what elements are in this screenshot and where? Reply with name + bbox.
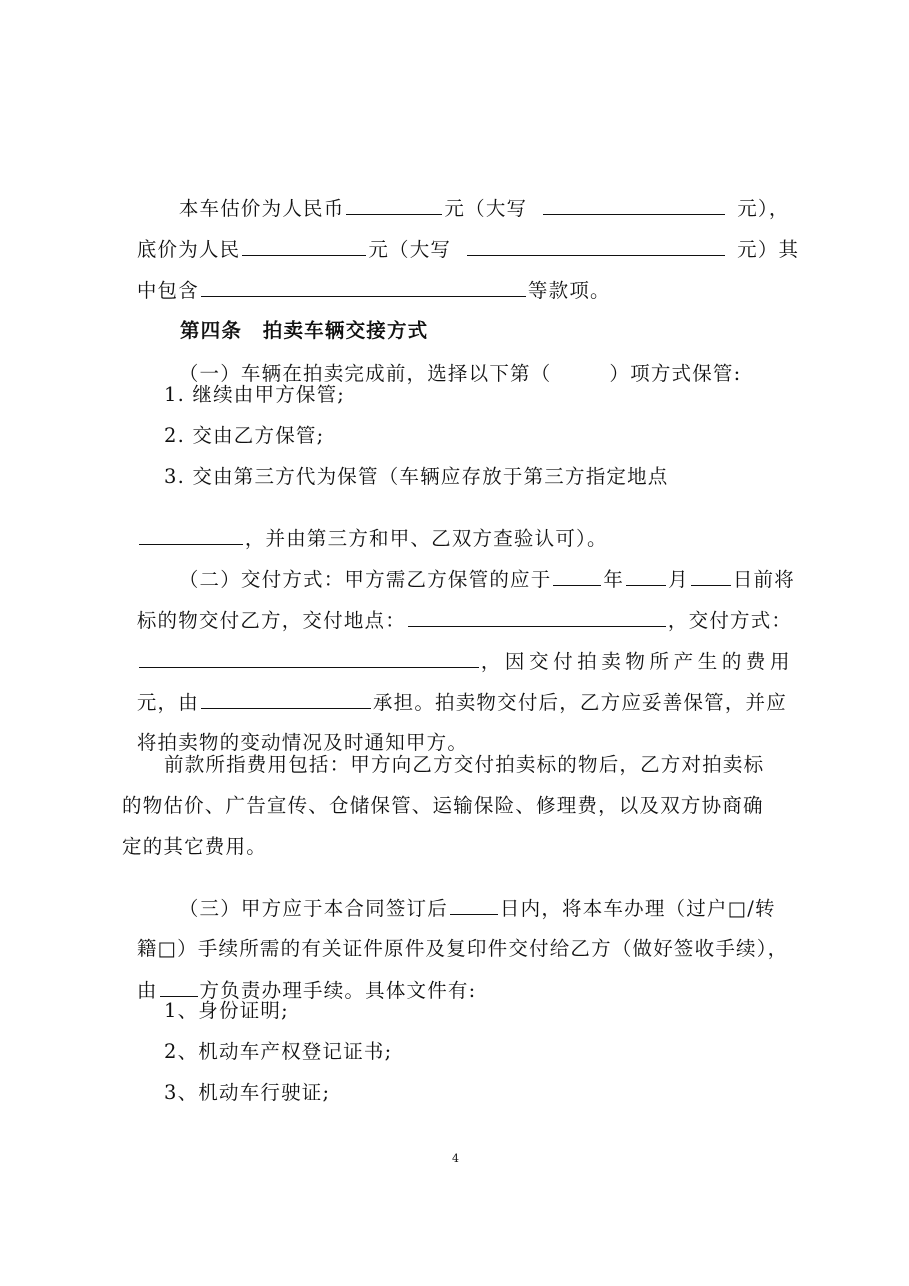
text: 籍□）手续所需的有关证件原件及复印件交付给乙方（做好签收手续）， xyxy=(136,936,789,960)
section-2-line-5 xyxy=(122,713,468,752)
option-3-cont xyxy=(122,508,608,548)
text: 元，由 xyxy=(136,690,199,714)
text: 日内，将本车办理（过户□/转 xyxy=(499,896,776,920)
section-3-line-3 xyxy=(122,960,476,1000)
valuation-line-2 xyxy=(122,219,799,259)
blank-month xyxy=(626,569,666,586)
text: 定的其它费用。 xyxy=(122,835,267,858)
blank-day xyxy=(691,569,731,586)
text: 等款项。 xyxy=(527,278,611,302)
text: 中包含 xyxy=(136,278,199,302)
option-1 xyxy=(164,385,345,405)
doc-item-1 xyxy=(164,1001,289,1021)
text: 元）其 xyxy=(737,237,800,261)
blank-field xyxy=(160,980,198,997)
blank-field xyxy=(543,198,725,215)
blank-field xyxy=(467,239,725,256)
blank-field xyxy=(139,651,479,668)
section-2-line-1 xyxy=(164,549,795,589)
page-number: 4 xyxy=(452,1152,459,1165)
option-text: 2. 交由乙方保管; xyxy=(164,424,325,447)
heading-text: 第四条 拍卖车辆交接方式 xyxy=(179,318,429,342)
text: 由 xyxy=(136,978,158,1002)
text: ，因交付拍卖物所产生的费用 xyxy=(480,649,795,673)
doc-item-3 xyxy=(164,1083,330,1103)
valuation-line-3 xyxy=(122,260,611,300)
list-item: 3、机动车行驶证; xyxy=(164,1081,331,1104)
text: （三）甲方应于本合同签订后 xyxy=(178,896,448,920)
section-2-line-4 xyxy=(122,672,787,712)
text: 底价为人民 xyxy=(136,237,241,261)
blank-field xyxy=(201,692,371,709)
list-item: 1、身份证明; xyxy=(164,999,289,1022)
fees-line-2 xyxy=(122,796,764,816)
text: 的物估价、广告宣传、仓储保管、运输保险、修理费，以及双方协商确 xyxy=(122,794,764,817)
text: ）项方式保管: xyxy=(609,361,742,385)
option-text: 3. 交由第三方代为保管（车辆应存放于第三方指定地点 xyxy=(164,465,669,488)
valuation-line-1 xyxy=(164,178,790,218)
section-3-line-2 xyxy=(122,919,788,958)
blank-field xyxy=(408,610,666,627)
option-text: 1. 继续由甲方保管; xyxy=(164,383,346,406)
text: 标的物交付乙方，交付地点： xyxy=(136,608,406,632)
blank-field xyxy=(242,239,366,256)
list-item: 2、机动车产权登记证书; xyxy=(164,1040,393,1063)
section-1-intro xyxy=(164,344,741,383)
section-2-line-3 xyxy=(122,631,794,671)
text: 本车估价为人民币 xyxy=(178,196,345,220)
article-heading xyxy=(164,301,428,340)
doc-item-2 xyxy=(164,1042,392,1062)
text: 元（大写 xyxy=(368,237,452,261)
option-2 xyxy=(164,426,324,446)
blank-field xyxy=(201,280,526,297)
option-3 xyxy=(164,467,669,487)
section-2-line-2 xyxy=(122,590,792,630)
text: 方负责办理手续。具体文件有: xyxy=(199,978,477,1002)
blank-field xyxy=(346,198,442,215)
text: ，交付方式： xyxy=(667,608,793,632)
text: ，并由第三方和甲、乙双方查验认可）。 xyxy=(244,526,608,550)
blank-year xyxy=(553,569,601,586)
text: （二）交付方式：甲方需乙方保管的应于 xyxy=(178,567,552,591)
text: 月 xyxy=(668,567,689,591)
text: 元）， xyxy=(737,196,790,220)
text: 承担。拍卖物交付后，乙方应妥善保管，并应 xyxy=(372,690,787,714)
text: （一）车辆在拍卖完成前，选择以下第（ xyxy=(178,361,552,385)
text: 将拍卖物的变动情况及时通知甲方。 xyxy=(136,730,469,754)
fees-line-1 xyxy=(164,755,764,775)
text: 元（大写 xyxy=(444,196,528,220)
fees-line-3 xyxy=(122,837,267,857)
text: 日前将 xyxy=(732,567,795,591)
blank-field xyxy=(139,528,243,545)
text: 前款所指费用包括：甲方向乙方交付拍卖标的物后，乙方对拍卖标 xyxy=(164,753,765,776)
blank-field xyxy=(450,898,498,915)
text: 年 xyxy=(603,567,625,591)
section-3-line-1 xyxy=(164,878,776,918)
